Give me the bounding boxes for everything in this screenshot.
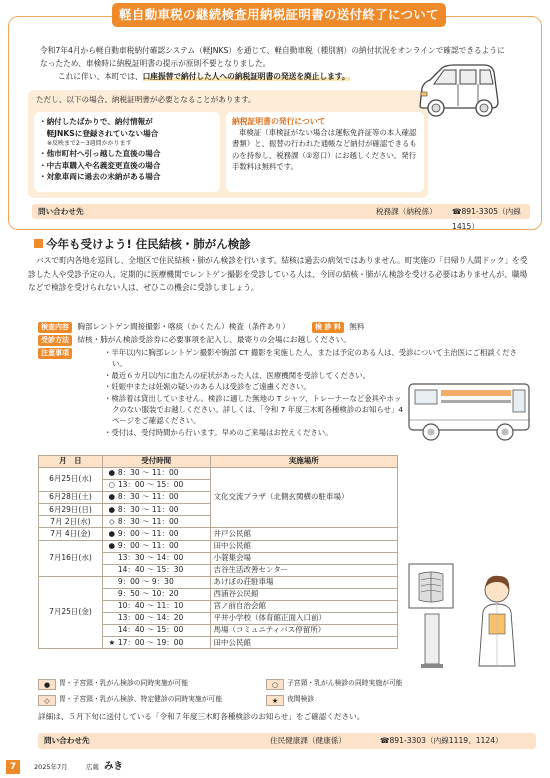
- cell-time-text: 8：30 ～ 11：00: [117, 492, 179, 502]
- cell-time-text: 9：50 ～ 10：20: [117, 589, 179, 599]
- xray-doctor-illustration: [405, 560, 533, 675]
- fee-text: 無料: [349, 322, 365, 331]
- notes-tag-row: [38, 347, 72, 359]
- cell-time: [102, 516, 210, 528]
- cell-date: 6月25日(水): [39, 468, 103, 492]
- cell-symbol: ★: [108, 637, 116, 647]
- cell-time-text: 13：00 ～ 15：00: [117, 480, 184, 490]
- legend-item: [38, 676, 188, 690]
- table-header: 実施場所: [210, 456, 397, 468]
- exception-note: ※反映まで2〜3週間かかります: [47, 140, 132, 147]
- cell-place: 西浦谷公民館: [210, 588, 397, 600]
- cell-time-text: 17：00 ～ 19：00: [117, 637, 184, 647]
- cell-date: 7月16日(水): [39, 540, 103, 576]
- health-contact-label: 問い合わせ先: [44, 736, 90, 745]
- cell-time: [102, 528, 210, 540]
- cell-time-text: 14：40 ～ 15：30: [117, 564, 184, 574]
- legend-symbol: ●: [38, 679, 56, 690]
- cell-time: [102, 540, 210, 552]
- cell-time-text: 8：30 ～ 11：00: [117, 504, 179, 514]
- screening-bus-icon: [405, 376, 537, 448]
- content-text: 胸部レントゲン間接撮影・喀痰（かくたん）検査（条件あり）: [77, 322, 290, 331]
- tax-notice-para2-pre: これに伴い、本町では、: [58, 72, 143, 81]
- detail-text: 詳細は、５月下旬に送付している「令和７年度三木町各種検診のお知らせ」をご確認ください。: [38, 712, 365, 721]
- legend-item: [38, 692, 222, 706]
- legend-text: 子宮頸・乳がん検診の同時実施が可能: [287, 679, 403, 687]
- square-bullet-icon: [34, 239, 43, 248]
- screening-title-text: 今年も受けよう! 住民結核・肺がん検診: [46, 237, 251, 251]
- cell-symbol: ●: [108, 540, 116, 550]
- cell-time-text: 10：40 ～ 11：10: [117, 601, 184, 611]
- cell-symbol: ●: [108, 468, 116, 478]
- legend-symbol: ○: [266, 679, 284, 690]
- tag-notes: 注意事項: [38, 348, 72, 359]
- page-number: 7: [6, 760, 20, 774]
- cell-time: [102, 564, 210, 576]
- cell-symbol: ○: [108, 480, 116, 490]
- cell-place: 井戸公民館: [210, 528, 397, 540]
- exception-item: 軽JNKSに登録されていない場合: [39, 128, 159, 138]
- method-row: [38, 334, 351, 346]
- legend-text: 胃・子宮頸・乳がん検診の同時実施が可能: [59, 679, 189, 687]
- issuance-note: [226, 112, 424, 192]
- cell-date: 6月28日(土): [39, 492, 103, 504]
- exception-list: [34, 112, 220, 192]
- cell-place: 平井小学校（体育館正面入口前）: [210, 613, 397, 625]
- cell-place: あけぼの荘駐車場: [210, 576, 397, 588]
- tax-notice-title: 軽自動車税の継続検査用納税証明書の送付終了について: [112, 3, 446, 27]
- tax-contact-label: 問い合わせ先: [38, 207, 84, 216]
- cell-time: [102, 552, 210, 564]
- cell-time: [102, 637, 210, 649]
- cell-time-text: 13：00 ～ 14：20: [117, 613, 184, 623]
- cell-time: [102, 480, 210, 492]
- legend-text: 夜間検診: [287, 695, 315, 703]
- cell-time: [102, 468, 210, 480]
- exception-item: ・納付したばかりで、納付情報が: [39, 117, 153, 126]
- cell-symbol: ◇: [108, 516, 115, 526]
- note-item: ・受付は、受付時間から行います。早めのご来場はお控えください。: [104, 427, 333, 437]
- footer-date: 2025年7月: [34, 763, 68, 771]
- cell-place: 馬場（コミュニティバス停留所）: [210, 625, 397, 637]
- exception-item: ・他市町村へ引っ越した直後の場合: [39, 149, 161, 158]
- table-row: [39, 540, 398, 552]
- method-text: 結核・肺がん検診受診券に必要事項を記入し、最寄りの会場にお越しください。: [77, 335, 351, 344]
- legend-item: [266, 692, 314, 706]
- cell-time: [102, 492, 210, 504]
- cell-time-text: 14：40 ～ 15：00: [117, 625, 184, 635]
- car-icon: [412, 62, 504, 122]
- cell-place: 田中公民館: [210, 540, 397, 552]
- cell-symbol: ●: [108, 504, 116, 514]
- table-header: 月 日: [39, 456, 103, 468]
- tag-fee: 検 診 料: [312, 322, 344, 333]
- exception-lead: ただし、以下の場合、納税証明書が必要となることがあります。: [36, 95, 256, 104]
- issuance-note-text: 車検証（車検証がない場合は運転免許証等の本人確認書類）と、振替の行われた通帳など納付が確認できるものを持参し、税務課（①窓口）にお越しください。発行手数料は無料です。: [232, 128, 417, 172]
- tag-content: 検査内容: [38, 322, 72, 333]
- cell-time-text: 9：00 ～ 11：00: [117, 528, 179, 538]
- cell-date: 7月 2日(水): [39, 516, 103, 528]
- note-item: ・半年以内に胸部レントゲン撮影や胸部 CT 撮影を実施した人、または予定のある人は、受診について主治医にご相談ください。: [104, 348, 517, 369]
- cell-date: 7月25日(金): [39, 576, 103, 649]
- cell-time: [102, 504, 210, 516]
- cell-place: 小蓑集会場: [210, 552, 397, 564]
- cell-date: 7月 4日(金): [39, 528, 103, 540]
- tax-contact-dept: 税務課（納税係）: [376, 207, 437, 216]
- health-contact-tel: ☎891-3303（内線1119、1124）: [380, 736, 503, 745]
- cell-place: 文化交流プラザ（北側玄関横の駐車場）: [210, 468, 397, 528]
- legend-symbol: ◇: [38, 695, 56, 706]
- table-header: 受付時間: [102, 456, 210, 468]
- tax-contact-tel: ☎891-3305（内線1415）: [452, 207, 521, 231]
- table-row: [39, 528, 398, 540]
- screening-intro: バスで町内各地を巡回し、全地区で住民結核・肺がん検診を行います。結核は過去の病気ではありません。町実施の「日帰り人間ドック」を受診した人や受診予定の人、定期的に医療機関でレントゲン撮影を受診している人は、今回の結核・肺がん検診を受ける必要はありませんが、職場などで検診を受けられない人は、ぜひこの機会に受診しましょう。: [28, 256, 528, 292]
- cell-place: 吉谷生活改善センター: [210, 564, 397, 576]
- health-contact-bar: [38, 733, 536, 749]
- screening-title: [34, 236, 251, 252]
- cell-time-text: 13：30 ～ 14：00: [117, 552, 184, 562]
- cell-date: 6月29日(日): [39, 504, 103, 516]
- tax-contact-bar: [32, 204, 530, 231]
- legend-text: 胃・子宮頸・乳がん検診、特定健診の同時実施が可能: [59, 695, 223, 703]
- note-item: ・妊娠中または妊娠の疑いのある人は受診をご遠慮ください。: [104, 382, 311, 392]
- cell-place: 宮ノ前自治会館: [210, 601, 397, 613]
- footer-magazine: 広報: [86, 763, 99, 771]
- cell-symbol: ●: [108, 528, 116, 538]
- cell-time: [102, 613, 210, 625]
- cell-time-text: 9：00 ～ 11：00: [117, 540, 179, 550]
- tax-notice-para2-highlight: 口座振替で納付した人への納税証明書の発送を廃止します。: [142, 72, 350, 81]
- cell-symbol: ●: [108, 492, 116, 502]
- tax-notice-para1: 令和7年4月から軽自動車税納付確認システム（軽JNKS）を通じて、軽自動車税（種別割）の納付状況をオンラインで確認できるようになったため、車検時に納税証明書の提示が原則不要となりました。: [40, 46, 505, 68]
- health-contact-dept: 住民健康課（健康係）: [270, 736, 346, 745]
- issuance-note-title: 納税証明書の発行について: [232, 117, 326, 126]
- tag-method: 受診方法: [38, 335, 72, 346]
- table-header-row: [39, 456, 398, 468]
- table-row: [39, 576, 398, 588]
- table-row: [39, 468, 398, 480]
- cell-time: [102, 588, 210, 600]
- legend: [38, 676, 536, 706]
- cell-time: [102, 601, 210, 613]
- footer-logo: みき: [104, 761, 124, 772]
- note-item: ・検診着は貸出していません。検診に適した無地の T シャツ、トレーナーなど金具やホックのない服装でお越しください。詳しくは、「令和 7 年度三木町各種検診のお知らせ」4 ページをご確認ください。: [104, 393, 404, 426]
- schedule-table: [38, 455, 398, 649]
- cell-time: [102, 576, 210, 588]
- cell-time-text: 9：00 ～ 9：30: [117, 577, 174, 587]
- cell-place: 田中公民館: [210, 637, 397, 649]
- legend-symbol: ★: [266, 695, 284, 706]
- cell-time-text: 8：30 ～ 11：00: [117, 516, 179, 526]
- cell-time: [102, 625, 210, 637]
- cell-time-text: 8：30 ～ 11：00: [117, 468, 179, 478]
- exception-item: ・中古車購入や名義変更直後の場合: [39, 160, 161, 170]
- legend-item: [266, 676, 403, 690]
- content-row: [38, 321, 364, 333]
- note-item: ・最近６カ月以内に血たんの症状があった人は、医療機関を受診してください。: [104, 370, 370, 380]
- exception-item: ・対象車両に過去の未納がある場合: [39, 172, 161, 181]
